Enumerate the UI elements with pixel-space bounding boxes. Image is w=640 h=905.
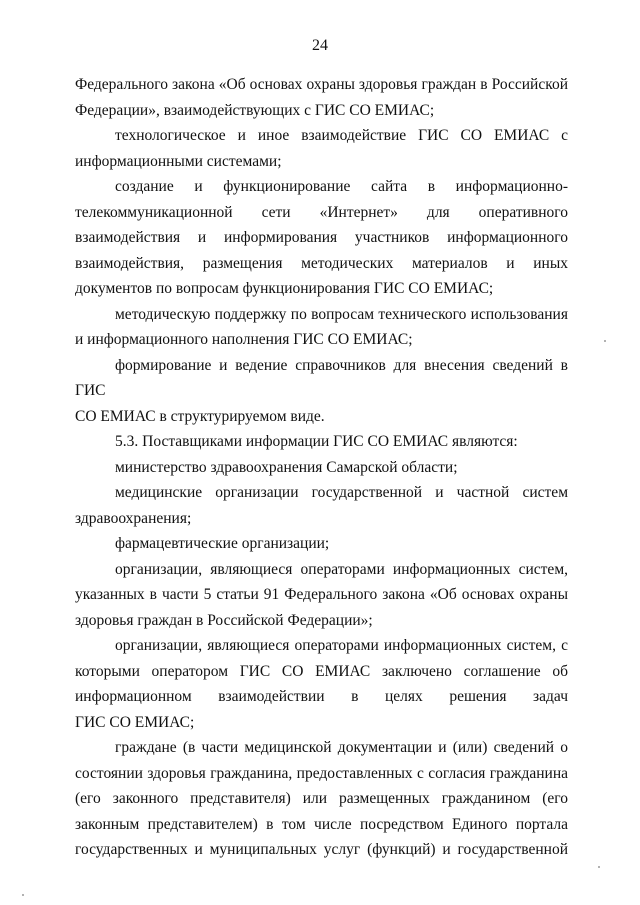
text-line: указанных в части 5 статьи 91 Федерального закона «Об основах охраны	[75, 586, 568, 603]
text-line: взаимодействия и информирования участников информационного	[75, 229, 568, 246]
text-line: 5.3. Поставщиками информации ГИС СО ЕМИАС являются:	[115, 433, 518, 450]
text-line: медицинские организации государственной и частной систем	[115, 484, 568, 501]
text-line: граждане (в части медицинской документации и (или) сведений о	[115, 739, 568, 756]
text-line: документов по вопросам функционирования ГИС СО ЕМИАС;	[75, 280, 494, 297]
document-body	[75, 72, 568, 863]
text-line: информационными системами;	[75, 152, 282, 170]
paragraph	[75, 455, 568, 481]
scan-speck	[22, 894, 24, 896]
paragraph	[75, 123, 568, 174]
text-line: Федерации», взаимодействующих с ГИС СО ЕМИАС;	[75, 101, 435, 119]
text-line: технологическое и иное взаимодействие ГИС СО ЕМИАС с	[115, 127, 568, 144]
text-line: и информационного наполнения ГИС СО ЕМИАС;	[75, 331, 413, 348]
paragraph	[75, 429, 568, 455]
paragraph	[75, 557, 568, 634]
text-line: организации, являющиеся операторами информационных систем,	[115, 560, 568, 578]
paragraph	[75, 735, 568, 863]
text-line: формирование и ведение справочников для внесения сведений в ГИС	[75, 356, 568, 399]
text-line: законным представителем) в том числе посредством Единого портала	[75, 815, 568, 833]
paragraph	[75, 353, 568, 430]
text-line: Федерального закона «Об основах охраны здоровья граждан в Российской	[75, 76, 568, 93]
text-line: (его законного представителя) или размещенных гражданином (его	[75, 790, 568, 807]
text-line: организации, являющиеся операторами информационных систем, с	[115, 637, 568, 654]
paragraph	[75, 633, 568, 735]
paragraph	[75, 72, 568, 123]
paragraph	[75, 174, 568, 302]
text-line: фармацевтические организации;	[115, 535, 330, 552]
text-line: СО ЕМИАС в структурируемом виде.	[75, 407, 325, 425]
scan-speck	[604, 340, 606, 342]
text-line: здоровья граждан в Российской Федерации»;	[75, 611, 373, 629]
paragraph	[75, 531, 568, 557]
page-number: 24	[312, 37, 328, 54]
paragraph	[75, 480, 568, 531]
text-line: здравоохранения;	[75, 509, 192, 527]
text-line: ГИС СО ЕМИАС;	[75, 713, 195, 731]
text-line: состоянии здоровья гражданина, предоставленных с согласия гражданина	[75, 764, 568, 782]
text-line: создание и функционирование сайта в информационно-	[115, 178, 568, 195]
scan-speck	[598, 866, 600, 868]
text-line: телекоммуникационной сети «Интернет» для оперативного	[75, 203, 568, 221]
paragraph	[75, 302, 568, 353]
text-line: министерство здравоохранения Самарской области;	[115, 458, 458, 476]
text-line: методическую поддержку по вопросам технического использования	[115, 305, 568, 323]
text-line: государственных и муниципальных услуг (функций) и государственной	[75, 841, 568, 858]
text-line: взаимодействия, размещения методических материалов и иных	[75, 254, 568, 272]
text-line: которыми оператором ГИС СО ЕМИАС заключено соглашение об	[75, 662, 568, 680]
text-line: информационном взаимодействии в целях решения задач	[75, 688, 568, 705]
